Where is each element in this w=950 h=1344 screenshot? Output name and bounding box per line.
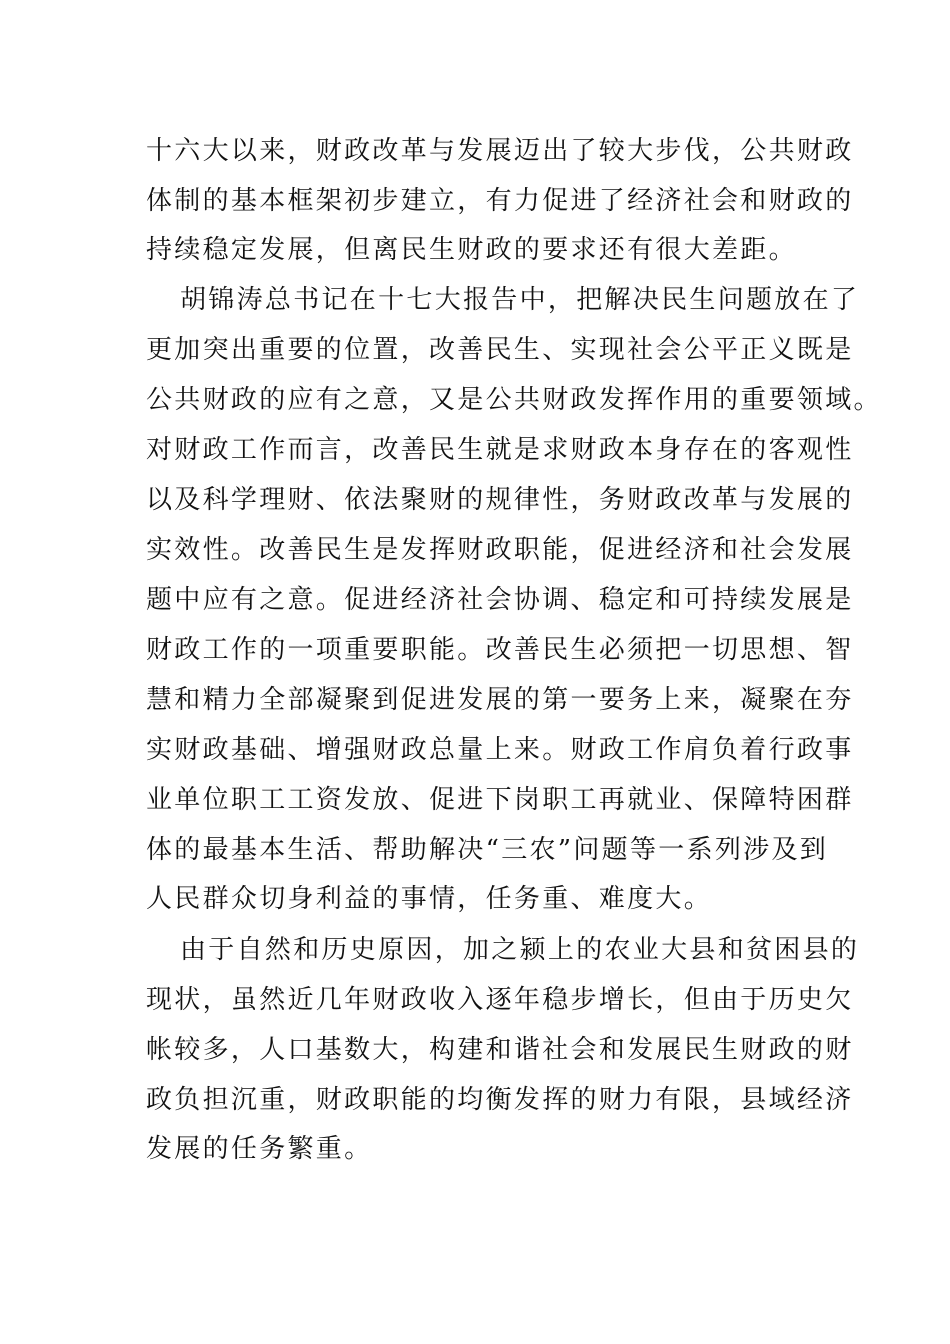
text-line: 实效性。改善民生是发挥财政职能，促进经济和社会发展: [146, 535, 854, 565]
text-line: 财政工作的一项重要职能。改善民生必须把一切思想、智: [146, 635, 854, 665]
text-line: 更加突出重要的位置，改善民生、实现社会公平正义既是: [146, 335, 854, 365]
text-line: 政负担沉重，财政职能的均衡发挥的财力有限，县域经济: [146, 1085, 854, 1115]
text-line: 公共财政的应有之意，又是公共财政发挥作用的重要领域。: [146, 385, 882, 415]
text-line: 实财政基础、增强财政总量上来。财政工作肩负着行政事: [146, 735, 854, 765]
text-line: 现状，虽然近几年财政收入逐年稳步增长，但由于历史欠: [146, 985, 854, 1015]
text-line: 对财政工作而言，改善民生就是求财政本身存在的客观性: [146, 435, 854, 465]
text-line: 帐较多，人口基数大，构建和谐社会和发展民生财政的财: [146, 1035, 854, 1065]
text-line: 人民群众切身利益的事情，任务重、难度大。: [146, 884, 713, 914]
text-line: 题中应有之意。促进经济社会协调、稳定和可持续发展是: [146, 585, 854, 615]
text-line: 体的最基本生活、帮助解决“三农”问题等一系列涉及到: [146, 835, 829, 865]
text-line: 业单位职工工资发放、促进下岗职工再就业、保障特困群: [146, 785, 854, 815]
text-line: 十六大以来，财政改革与发展迈出了较大步伐，公共财政: [146, 136, 854, 166]
text-line: 持续稳定发展，但离民生财政的要求还有很大差距。: [146, 235, 797, 265]
text-line: 慧和精力全部凝聚到促进发展的第一要务上来，凝聚在夯: [146, 685, 854, 715]
text-line: 胡锦涛总书记在十七大报告中，把解决民生问题放在了: [180, 285, 860, 315]
text-line: 发展的任务繁重。: [146, 1134, 373, 1164]
text-line: 由于自然和历史原因，加之颍上的农业大县和贫困县的: [180, 935, 860, 965]
text-line: 以及科学理财、依法聚财的规律性，务财政改革与发展的: [146, 485, 854, 515]
text-line: 体制的基本框架初步建立，有力促进了经济社会和财政的: [146, 186, 854, 216]
